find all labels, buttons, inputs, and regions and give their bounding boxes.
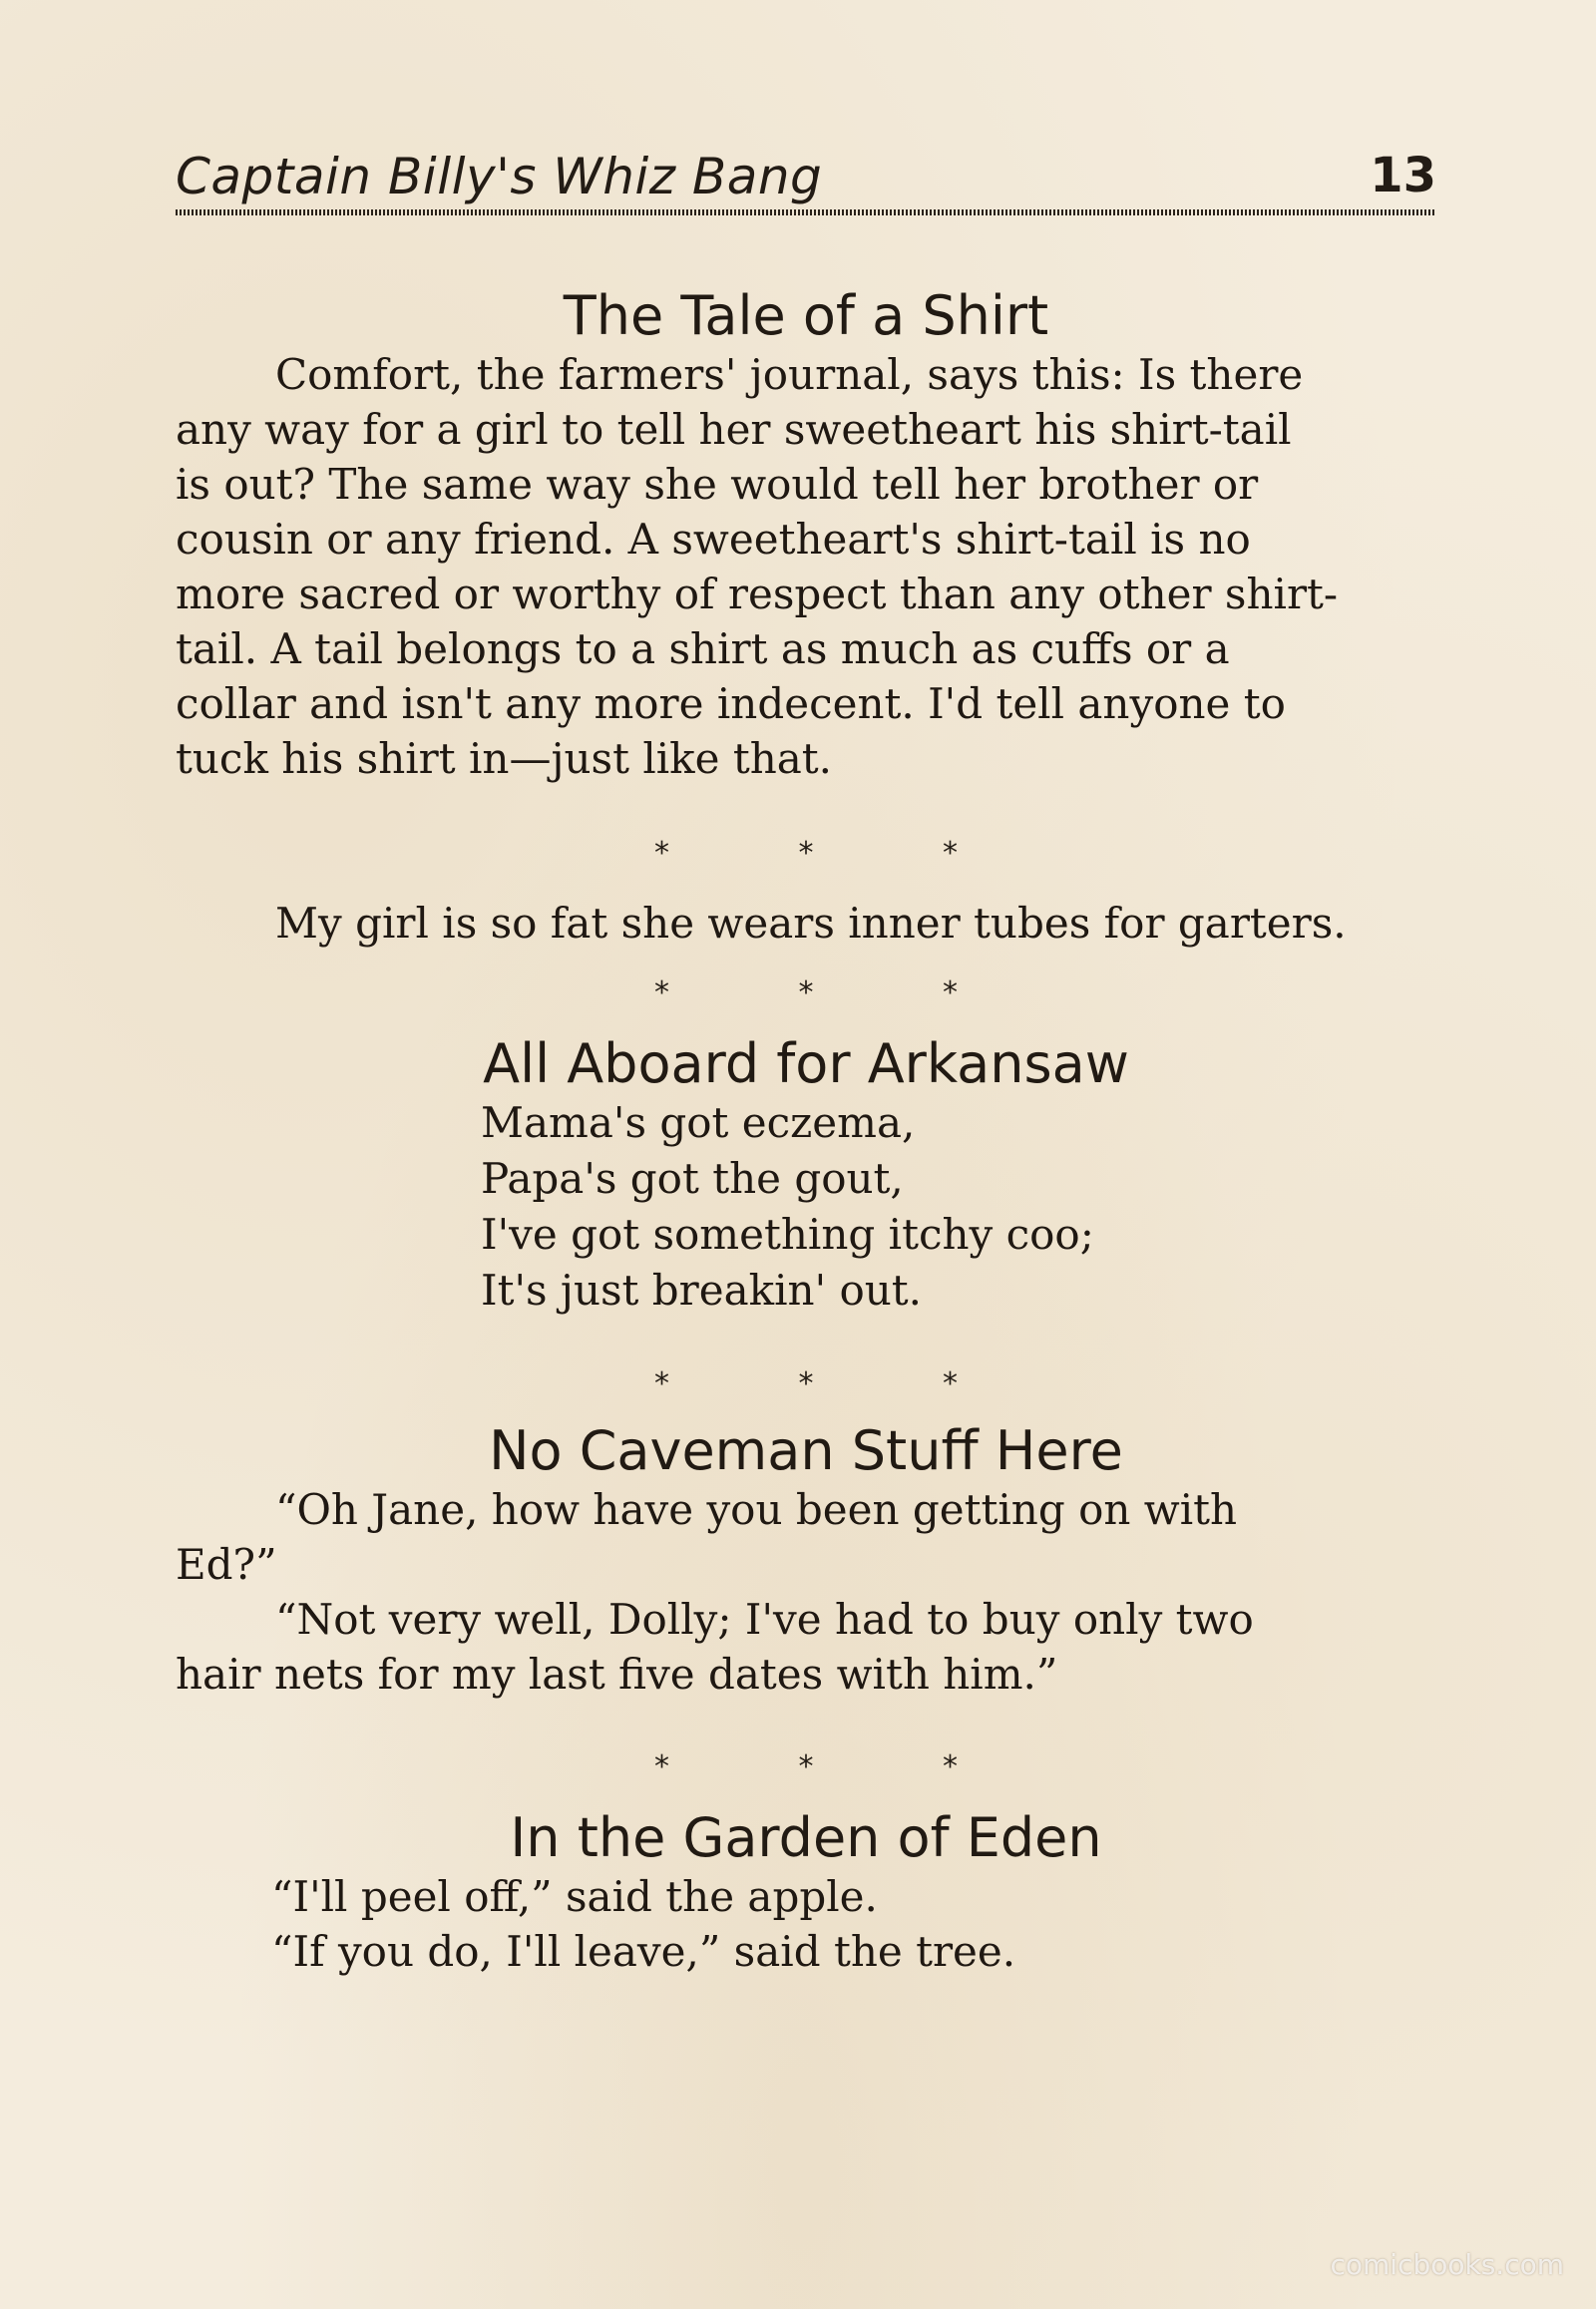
separator-stars: * * *	[653, 1366, 1018, 1401]
shirt-line: Comfort, the farmers' journal, says this: Is there	[275, 350, 1304, 399]
eden-line: “If you do, I'll leave,” said the tree.	[271, 1927, 1016, 1976]
fat-girl-body	[176, 896, 1436, 951]
shirt-line: collar and isn't any more indecent. I'd tell anyone to	[176, 679, 1286, 728]
arkansaw-verse	[176, 1095, 1436, 1319]
verse-line: It's just breakin' out.	[481, 1266, 923, 1315]
verse-line: Mama's got eczema,	[481, 1098, 916, 1147]
shirt-line: is out? The same way she would tell her brother or	[176, 460, 1259, 509]
separator-stars: * * *	[653, 975, 1018, 1010]
eden-body	[176, 1869, 1436, 1979]
shirt-body	[176, 347, 1436, 786]
caveman-line: “Oh Jane, how have you been getting on with	[275, 1485, 1238, 1534]
caveman-body	[176, 1482, 1436, 1702]
eden-heading: In the Garden of Eden	[510, 1806, 1102, 1869]
arkansaw-heading: All Aboard for Arkansaw	[483, 1032, 1129, 1095]
caveman-line: Ed?”	[176, 1540, 277, 1589]
separator-stars: * * *	[653, 836, 1018, 871]
page-number: 13	[1370, 148, 1436, 203]
magazine-title: Captain Billy's Whiz Bang	[176, 148, 823, 205]
eden-line: “I'll peel off,” said the apple.	[271, 1872, 878, 1921]
running-header	[176, 148, 1436, 207]
shirt-line: any way for a girl to tell her sweetheart his shirt-tail	[176, 405, 1292, 454]
shirt-line: more sacred or worthy of respect than any other shirt-	[176, 570, 1339, 618]
header-rule	[176, 209, 1436, 215]
fat-girl-section	[176, 896, 1436, 951]
watermark: comicbooks.com	[1330, 2248, 1564, 2281]
shirt-section	[176, 285, 1436, 786]
fat-girl-line: My girl is so fat she wears inner tubes for garters.	[275, 899, 1347, 948]
arkansaw-section	[176, 1033, 1436, 1319]
shirt-line: tail. A tail belongs to a shirt as much as cuffs or a	[176, 624, 1230, 673]
caveman-heading: No Caveman Stuff Here	[489, 1419, 1123, 1482]
separator-stars: * * *	[653, 1749, 1018, 1784]
verse-line: Papa's got the gout,	[481, 1154, 904, 1203]
shirt-line: tuck his shirt in—just like that.	[176, 734, 833, 783]
eden-section	[176, 1807, 1436, 1979]
caveman-section	[176, 1420, 1436, 1702]
shirt-line: cousin or any friend. A sweetheart's shirt-tail is no	[176, 515, 1251, 564]
shirt-heading: The Tale of a Shirt	[563, 284, 1049, 347]
caveman-line: hair nets for my last five dates with him.”	[176, 1650, 1058, 1699]
verse-line: I've got something itchy coo;	[481, 1210, 1094, 1259]
caveman-line: “Not very well, Dolly; I've had to buy only two	[275, 1595, 1254, 1644]
